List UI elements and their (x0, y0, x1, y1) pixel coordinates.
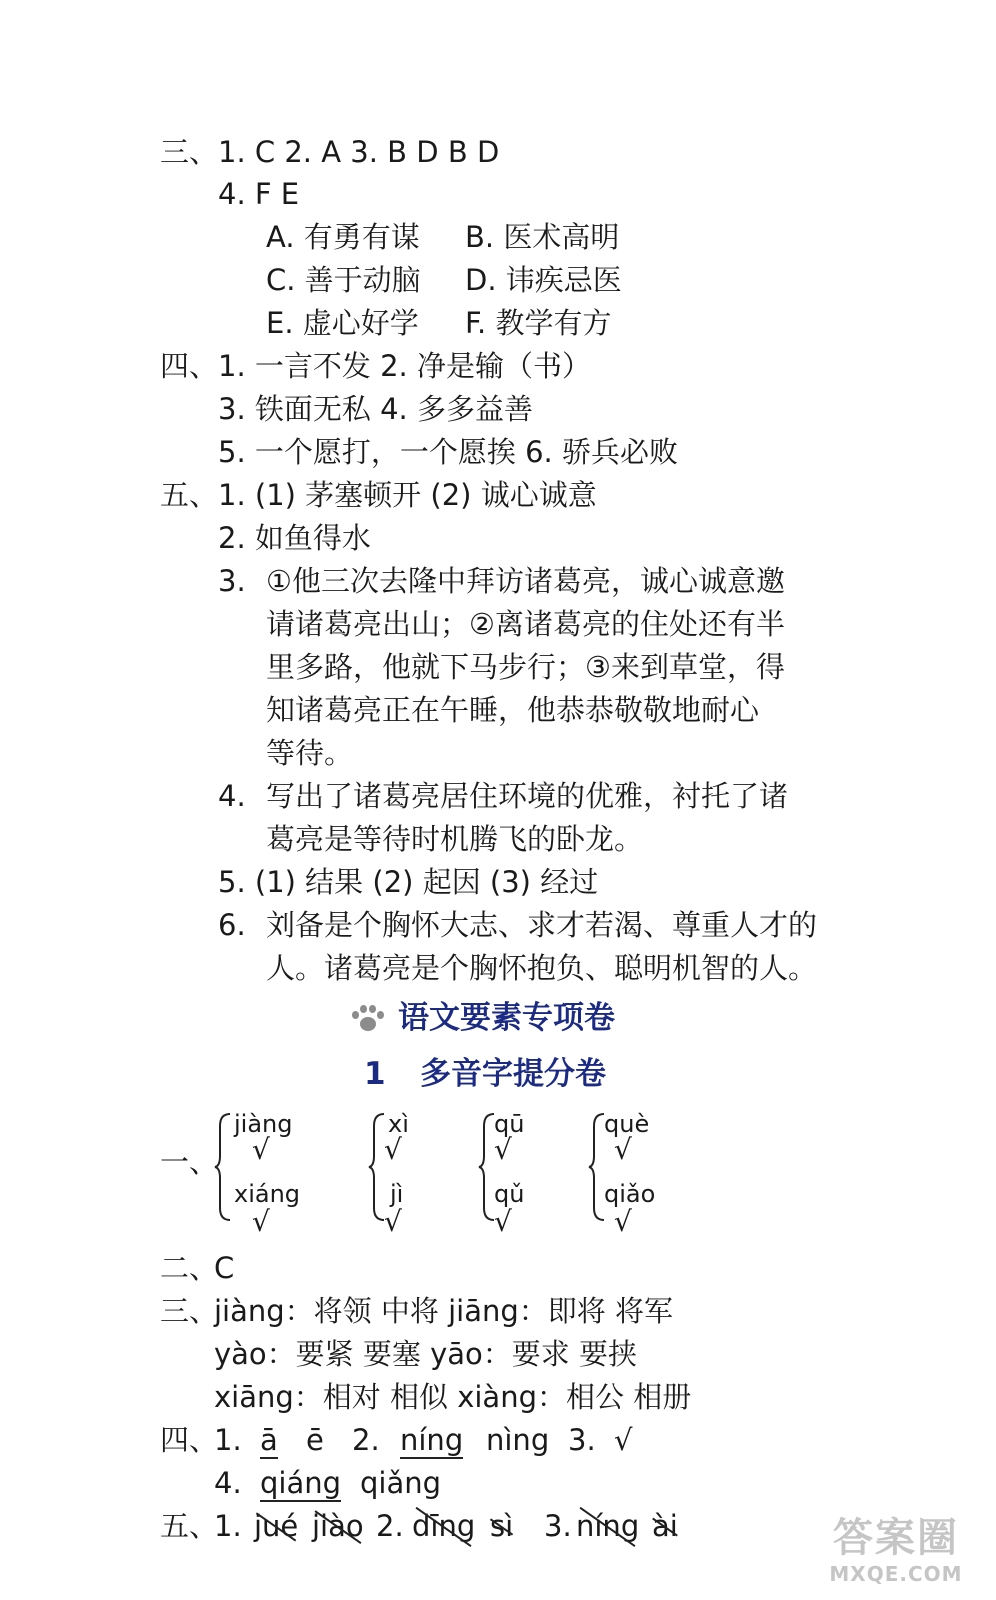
section-5-q6-line: 人。诸葛亮是个胸怀抱负、聪明机智的人。 (266, 951, 818, 985)
pinyin-bottom: jì (390, 1180, 404, 1208)
section-4-line-1: 1. 一言不发 2. 净是输（书） (218, 349, 591, 383)
part-5-label: 五、 (160, 1509, 219, 1543)
section-5-q1: 1. (1) 茅塞顿开 (2) 诚心诚意 (218, 478, 597, 512)
pinyin-top: xì (388, 1110, 409, 1138)
sub-heading-title: 多音字提分卷 (420, 1056, 606, 1092)
section-4-line-3: 5. 一个愿打，一个愿挨 6. 骄兵必败 (218, 435, 678, 469)
check-mark: √ (614, 1423, 633, 1457)
section-5-label: 五、 (160, 478, 219, 512)
part-3-label: 三、 (160, 1294, 219, 1328)
brace-icon (478, 1112, 492, 1222)
underlined-answer: ā (260, 1423, 278, 1457)
check-mark: √ (252, 1205, 270, 1238)
section-5-q3-line: 知诸葛亮正在午睡，他恭恭敬敬地耐心 (266, 693, 760, 727)
crossed-answer: níng (576, 1509, 640, 1543)
part-4-option: qiǎng (360, 1466, 442, 1500)
part-4-answer (400, 1422, 463, 1458)
crossed-answer: jué (254, 1509, 299, 1543)
part-5-answer (490, 1508, 513, 1544)
option-e: E. 虚心好学 (266, 306, 419, 340)
check-mark: √ (384, 1205, 402, 1238)
crossed-answer: jiào (312, 1509, 364, 1543)
check-mark: √ (494, 1205, 512, 1238)
part-4-number: 2. (352, 1423, 380, 1457)
watermark-text: 答案圈 (833, 1515, 959, 1561)
part-4-option: nìng (486, 1423, 550, 1457)
part-2-answer: C (214, 1251, 235, 1285)
part-5-answer (576, 1508, 639, 1544)
part-4-label: 四、 (160, 1423, 219, 1457)
part-2-label: 二、 (160, 1251, 219, 1285)
section-5-q2: 2. 如鱼得水 (218, 521, 371, 555)
pinyin-bottom: qǔ (494, 1180, 525, 1208)
check-mark: √ (384, 1133, 402, 1166)
pinyin-top: qū (494, 1110, 525, 1138)
section-5-q3-number: 3. (218, 564, 246, 598)
pinyin-bottom: qiǎo (604, 1180, 656, 1208)
section-4-label: 四、 (160, 349, 219, 383)
part-4-number: 3. (568, 1423, 596, 1457)
pinyin-bottom: xiáng (234, 1180, 301, 1208)
crossed-answer: ài (652, 1509, 678, 1543)
watermark-logo (816, 1514, 976, 1594)
section-5-q3-line: 等待。 (266, 736, 354, 770)
check-mark: √ (614, 1133, 632, 1166)
section-5-q3-line: 请诸葛亮出山；②离诸葛亮的住处还有半 (266, 607, 785, 641)
watermark-url: MXQE.COM (829, 1562, 963, 1586)
check-mark: √ (614, 1205, 632, 1238)
part-1-label: 一、 (160, 1145, 219, 1179)
part-3-line: xiāng：相对 相似 xiàng：相公 相册 (214, 1380, 692, 1414)
part-5-number: 2. (376, 1509, 404, 1543)
option-d: D. 讳疾忌医 (465, 263, 622, 297)
part-5-answer (652, 1508, 678, 1544)
crossed-answer: dīng (412, 1509, 476, 1543)
option-f: F. 教学有方 (465, 306, 612, 340)
part-4-answer (260, 1465, 341, 1501)
part-5-number: 3. (544, 1509, 572, 1543)
part-5-answer (412, 1508, 475, 1544)
part-4-option: ē (306, 1423, 324, 1457)
underlined-answer: níng (400, 1423, 464, 1457)
part-5-answer (312, 1508, 364, 1544)
part-3-line: yào：要紧 要塞 yāo：要求 要挟 (214, 1337, 638, 1371)
brace-icon (368, 1112, 382, 1222)
section-3-label: 三、 (160, 135, 219, 169)
check-mark: √ (494, 1133, 512, 1166)
part-5-answer (254, 1508, 298, 1544)
brace-icon (588, 1112, 602, 1222)
option-b: B. 医术高明 (465, 220, 620, 254)
section-5-q3-line: ①他三次去隆中拜访诸葛亮，诚心诚意邀 (266, 564, 785, 598)
section-4-line-2: 3. 铁面无私 4. 多多益善 (218, 392, 533, 426)
part-5-number: 1. (214, 1509, 242, 1543)
section-3-line-2: 4. F E (218, 177, 300, 211)
part-4-number: 1. (214, 1423, 242, 1457)
check-mark: √ (252, 1133, 270, 1166)
sub-heading-number: 1 (364, 1056, 386, 1092)
section-heading: 语文要素专项卷 (398, 1000, 615, 1036)
pinyin-top: jiàng (234, 1110, 293, 1138)
section-5-q4-line: 写出了诸葛亮居住环境的优雅，衬托了诸 (266, 779, 789, 813)
brace-icon (214, 1112, 228, 1222)
section-3-line-1: 1. C 2. A 3. B D B D (218, 135, 500, 169)
underlined-answer: qiáng (260, 1466, 342, 1500)
section-5-q6-line: 刘备是个胸怀大志、求才若渴、尊重人才的 (266, 908, 818, 942)
paw-icon (350, 1005, 386, 1035)
section-5-q4-number: 4. (218, 779, 246, 813)
crossed-answer: sì (490, 1509, 514, 1543)
section-5-q3-line: 里多路，他就下马步行；③来到草堂，得 (266, 650, 785, 684)
part-3-line: jiàng：将领 中将 jiāng：即将 将军 (214, 1294, 674, 1328)
section-5-q5: 5. (1) 结果 (2) 起因 (3) 经过 (218, 865, 599, 899)
pinyin-top: què (604, 1110, 650, 1138)
section-5-q6-number: 6. (218, 908, 246, 942)
option-a: A. 有勇有谋 (266, 220, 420, 254)
part-4-answer (260, 1422, 278, 1458)
section-5-q4-line: 葛亮是等待时机腾飞的卧龙。 (266, 822, 644, 856)
option-c: C. 善于动脑 (266, 263, 421, 297)
part-4-number: 4. (214, 1466, 242, 1500)
